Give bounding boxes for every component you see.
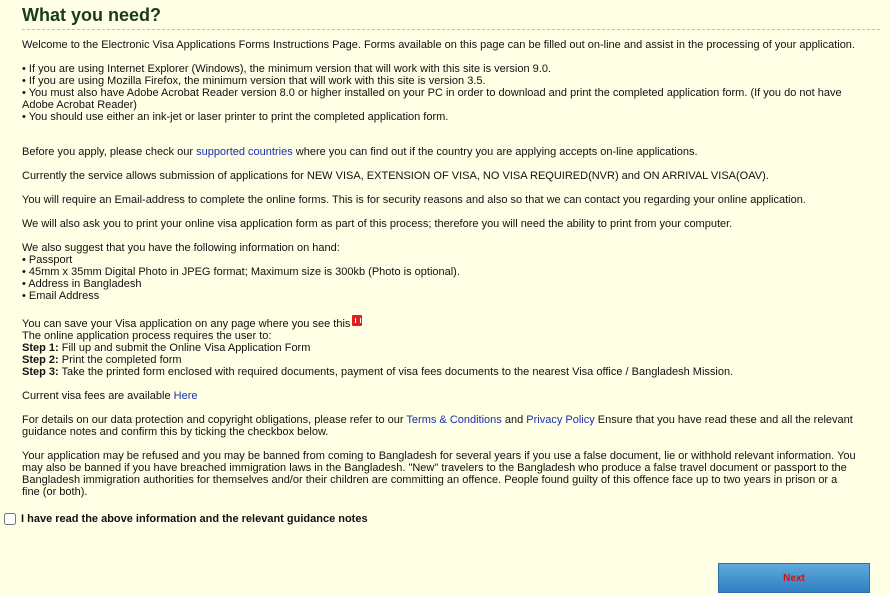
data-protection-text: For details on our data protection and copyright obligations, please refer to our Terms & Conditions and Privacy Policy Ensure that you have read these and all the relevant guidance notes and confirm this by ticking the checkbox below. bbox=[22, 414, 853, 438]
intro-text: Welcome to the Electronic Visa Applications Forms Instructions Page. Forms available on this page can be filled out on-line and assist in the processing of your application. bbox=[22, 39, 855, 51]
page-title: What you need? bbox=[22, 5, 880, 30]
step-item: Step 2: Print the completed form bbox=[22, 354, 182, 366]
supported-countries-link[interactable]: supported countries bbox=[196, 146, 293, 158]
fees-here-link[interactable]: Here bbox=[173, 390, 198, 402]
list-item: • 45mm x 35mm Digital Photo in JPEG format; Maximum size is 300kb (Photo is optional). bbox=[22, 266, 460, 278]
info-list bbox=[22, 242, 857, 302]
email-text: You will require an Email-address to complete the online forms. This is for security reasons and also so that we can contact you regarding your online application. bbox=[22, 194, 806, 206]
list-item: • Email Address bbox=[22, 290, 100, 302]
agreement-label: I have read the above information and the relevant guidance notes bbox=[21, 513, 368, 525]
list-item: • You should use either an ink-jet or laser printer to print the completed application form. bbox=[22, 111, 449, 123]
services-text: Currently the service allows submission of applications for NEW VISA, EXTENSION OF VISA, NO VISA REQUIRED(NVR) and ON ARRIVAL VISA(OAV). bbox=[22, 170, 769, 182]
agreement-checkbox[interactable] bbox=[4, 513, 16, 525]
terms-conditions-link[interactable]: Terms & Conditions bbox=[406, 414, 502, 426]
fees-text: Current visa fees are available Here bbox=[22, 390, 198, 402]
requirements-list bbox=[22, 63, 857, 123]
list-item: • If you are using Internet Explorer (Windows), the minimum version that will work with this site is version 9.0. bbox=[22, 63, 551, 75]
next-button[interactable]: Next bbox=[718, 563, 870, 593]
save-text: You can save your Visa application on any page where you see this bbox=[22, 318, 351, 330]
privacy-policy-link[interactable]: Privacy Policy bbox=[526, 414, 595, 426]
process-intro: The online application process requires the user to: bbox=[22, 330, 272, 342]
step-item: Step 1: Fill up and submit the Online Visa Application Form bbox=[22, 342, 311, 354]
save-icon bbox=[352, 315, 362, 326]
info-intro: We also suggest that you have the following information on hand: bbox=[22, 242, 340, 254]
print-text: We will also ask you to print your online visa application form as part of this process; therefore you will need the ability to print from your computer. bbox=[22, 218, 733, 230]
agreement-checkbox-row[interactable] bbox=[4, 513, 368, 525]
before-apply-text: Before you apply, please check our supported countries where you can find out if the country you are applying accepts on-line applications. bbox=[22, 146, 698, 158]
warning-text: Your application may be refused and you may be banned from coming to Bangladesh for several years if you use a false document, lie or withhold relevant information. You may also be banned if you have breached immigration laws in the Bangladesh. "New" travelers to the Bangladesh who produce a false travel document or passport to the Bangladesh immigration authorities for themselves and/or their children are committing an offence. People found guilty of this offence face up to two years in prison or a fine (or both). bbox=[22, 450, 856, 498]
list-item: • You must also have Adobe Acrobat Reader version 8.0 or higher installed on your PC in order to download and print the completed application form. (If you do not have Adobe Acrobat Reader) bbox=[22, 87, 842, 111]
process-section bbox=[22, 318, 857, 378]
list-item: • Passport bbox=[22, 254, 73, 266]
list-item: • Address in Bangladesh bbox=[22, 278, 142, 290]
list-item: • If you are using Mozilla Firefox, the minimum version that will work with this site is version 3.5. bbox=[22, 75, 486, 87]
step-item: Step 3: Take the printed form enclosed with required documents, payment of visa fees documents to the nearest Visa office / Bangladesh Mission. bbox=[22, 366, 734, 378]
